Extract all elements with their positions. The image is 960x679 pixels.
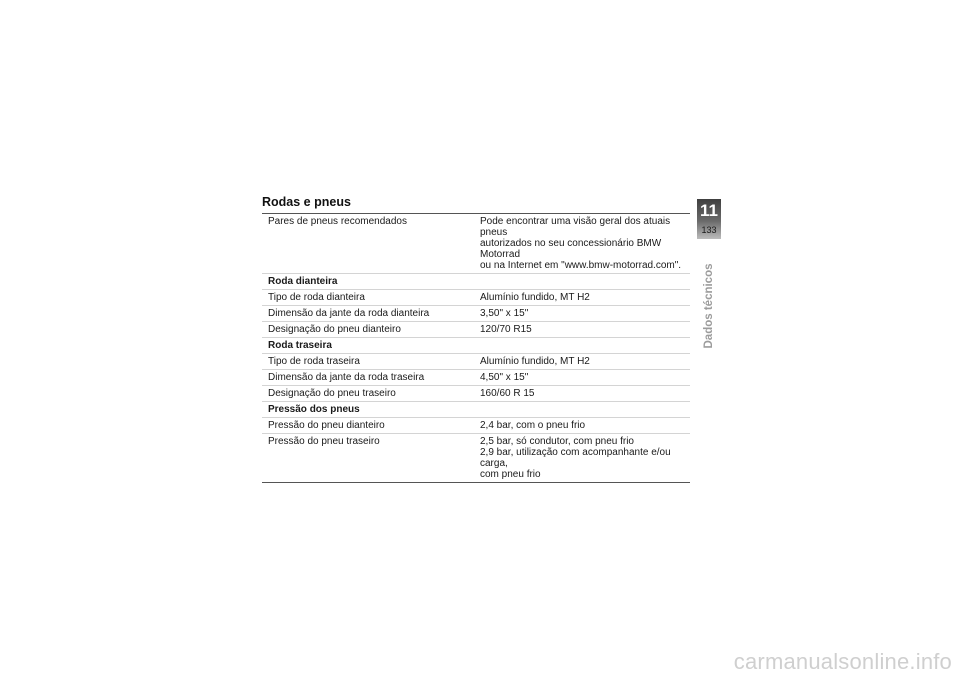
row-label: Pressão do pneu dianteiro bbox=[262, 418, 474, 434]
section-header: Roda dianteira bbox=[262, 274, 690, 290]
row-label: Dimensão da jante da roda traseira bbox=[262, 370, 474, 386]
page-title: Rodas e pneus bbox=[262, 195, 351, 209]
row-value: 2,5 bar, só condutor, com pneu frio 2,9 bar, utilização com acompanhante e/ou carga, com pneu frio bbox=[474, 434, 690, 483]
row-value: 4,50" x 15" bbox=[474, 370, 690, 386]
chapter-number: 11 bbox=[700, 201, 718, 220]
table-row bbox=[262, 370, 690, 386]
specs-table bbox=[262, 213, 690, 483]
row-label: Tipo de roda dianteira bbox=[262, 290, 474, 306]
section-header: Roda traseira bbox=[262, 338, 690, 354]
section-row-rear-wheel bbox=[262, 338, 690, 354]
row-value: 3,50" x 15" bbox=[474, 306, 690, 322]
table-row bbox=[262, 214, 690, 274]
section-header: Pressão dos pneus bbox=[262, 402, 690, 418]
watermark: carmanualsonline.info bbox=[733, 649, 952, 674]
row-value: Alumínio fundido, MT H2 bbox=[474, 290, 690, 306]
table-row bbox=[262, 434, 690, 483]
page-number: 133 bbox=[701, 225, 717, 235]
table-row bbox=[262, 418, 690, 434]
row-value: 160/60 R 15 bbox=[474, 386, 690, 402]
chapter-tab bbox=[697, 199, 721, 239]
row-label: Dimensão da jante da roda dianteira bbox=[262, 306, 474, 322]
section-row-front-wheel bbox=[262, 274, 690, 290]
table-row bbox=[262, 322, 690, 338]
row-value: Pode encontrar uma visão geral dos atuais pneus autorizados no seu concessionário BMW Motorrad ou na Internet em "www.bmw-motorrad.com". bbox=[474, 214, 690, 274]
table-row bbox=[262, 354, 690, 370]
table-row bbox=[262, 290, 690, 306]
row-value: Alumínio fundido, MT H2 bbox=[474, 354, 690, 370]
row-label: Tipo de roda traseira bbox=[262, 354, 474, 370]
row-label: Pares de pneus recomendados bbox=[262, 214, 474, 274]
table-row bbox=[262, 386, 690, 402]
section-row-tyre-pressure bbox=[262, 402, 690, 418]
row-value: 2,4 bar, com o pneu frio bbox=[474, 418, 690, 434]
section-side-label: Dados técnicos bbox=[703, 263, 715, 349]
table-row bbox=[262, 306, 690, 322]
row-label: Pressão do pneu traseiro bbox=[262, 434, 474, 483]
row-value: 120/70 R15 bbox=[474, 322, 690, 338]
row-label: Designação do pneu traseiro bbox=[262, 386, 474, 402]
row-label: Designação do pneu dianteiro bbox=[262, 322, 474, 338]
